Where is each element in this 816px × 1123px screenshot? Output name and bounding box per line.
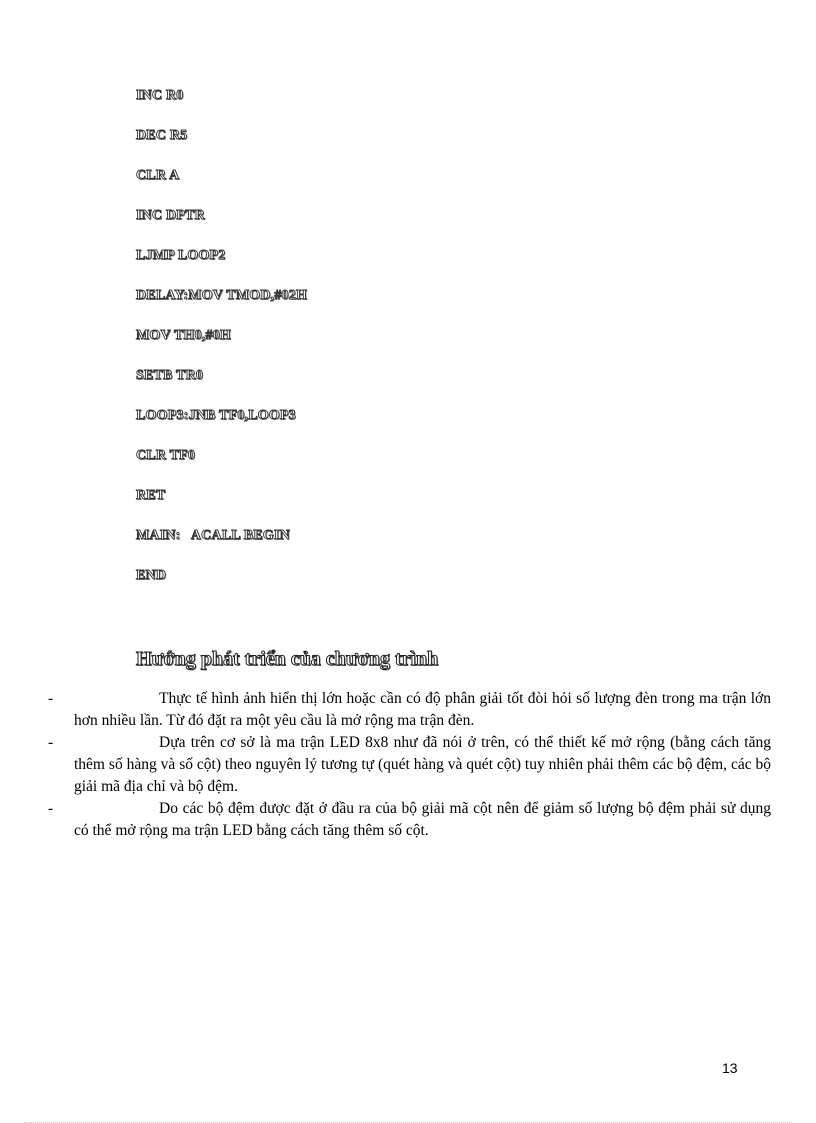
code-line: DEC R5: [136, 128, 188, 143]
bullet-text: Do các bộ đệm được đặt ở đầu ra của bộ giải mã cột nên để giảm số lượng bộ đệm phải sử dụng có thể mở rộng ma trận LED bằng cách tăng thêm số cột.: [74, 800, 771, 839]
bullet-text: Thực tế hình ảnh hiển thị lớn hoặc cần có độ phân giải tốt đòi hỏi số lượng đèn trong ma trận lớn hơn nhiều lần. Từ đó đặt ra một yêu cầu là mở rộng ma trận đèn.: [74, 690, 771, 729]
code-line: LJMP LOOP2: [136, 248, 226, 263]
code-line: CLR TF0: [136, 448, 196, 463]
code-line: SETB TR0: [136, 368, 204, 383]
code-line: MAIN: ACALL BEGIN: [136, 528, 290, 543]
code-line: MOV TH0,#0H: [136, 328, 232, 343]
section-heading: Hướng phát triển của chương trình: [136, 648, 439, 670]
bullet-dash: -: [48, 734, 54, 751]
code-line: INC DPTR: [136, 208, 205, 223]
code-line: LOOP3:JNB TF0,LOOP3: [136, 408, 296, 423]
bullet-text: Dựa trên cơ sở là ma trận LED 8x8 như đã nói ở trên, có thể thiết kế mở rộng (bằng cách tăng thêm số hàng và số cột) theo nguyên lý tương tự (quét hàng và quét cột) tuy nhiên phải thêm các bộ đệm, các bộ giải mã địa chỉ và bộ đệm.: [74, 734, 771, 795]
code-line: INC R0: [136, 88, 184, 103]
code-line: DELAY:MOV TMOD,#02H: [136, 288, 308, 303]
bullet-dash: -: [48, 690, 54, 707]
page-number: 13: [722, 1060, 738, 1076]
code-line: CLR A: [136, 168, 180, 183]
code-line: END: [136, 568, 167, 583]
bullet-dash: -: [48, 800, 54, 817]
code-line: RET: [136, 488, 166, 503]
